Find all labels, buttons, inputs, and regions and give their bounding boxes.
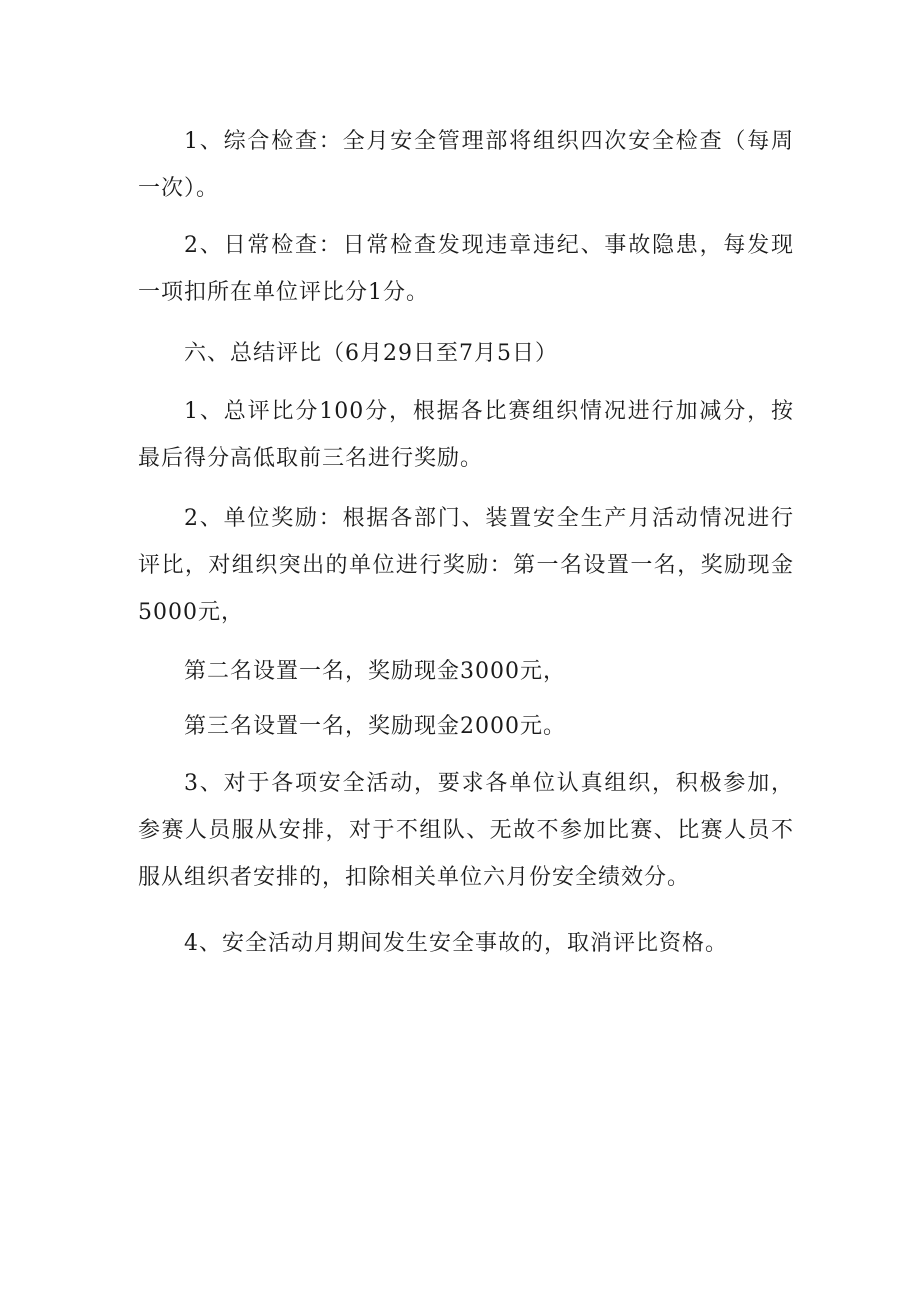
paragraph-daily-inspection: 2、日常检查：日常检查发现违章违纪、事故隐患，每发现一项扣所在单位评比分1分。 (138, 233, 794, 305)
paragraph-total-score: 1、总评比分100分，根据各比赛组织情况进行加减分，按最后得分高低取前三名进行奖励。 (138, 399, 794, 471)
section-heading-summary-evaluation: 六、总结评比（6月29日至7月5日） (184, 341, 558, 366)
paragraph-disqualification: 4、安全活动月期间发生安全事故的，取消评比资格。 (184, 931, 728, 956)
paragraph-second-place: 第二名设置一名，奖励现金3000元， (184, 659, 566, 684)
paragraph-participation-requirements: 3、对于各项安全活动，要求各单位认真组织，积极参加，参赛人员服从安排，对于不组队、无故不参加比赛、比赛人员不服从组织者安排的，扣除相关单位六月份安全绩效分。 (138, 771, 794, 890)
paragraph-comprehensive-inspection: 1、综合检查：全月安全管理部将组织四次安全检查（每周一次）。 (138, 129, 794, 201)
paragraph-third-place: 第三名设置一名，奖励现金2000元。 (184, 714, 566, 739)
paragraph-unit-award: 2、单位奖励：根据各部门、装置安全生产月活动情况进行评比，对组织突出的单位进行奖励：第一名设置一名，奖励现金5000元， (138, 506, 794, 625)
